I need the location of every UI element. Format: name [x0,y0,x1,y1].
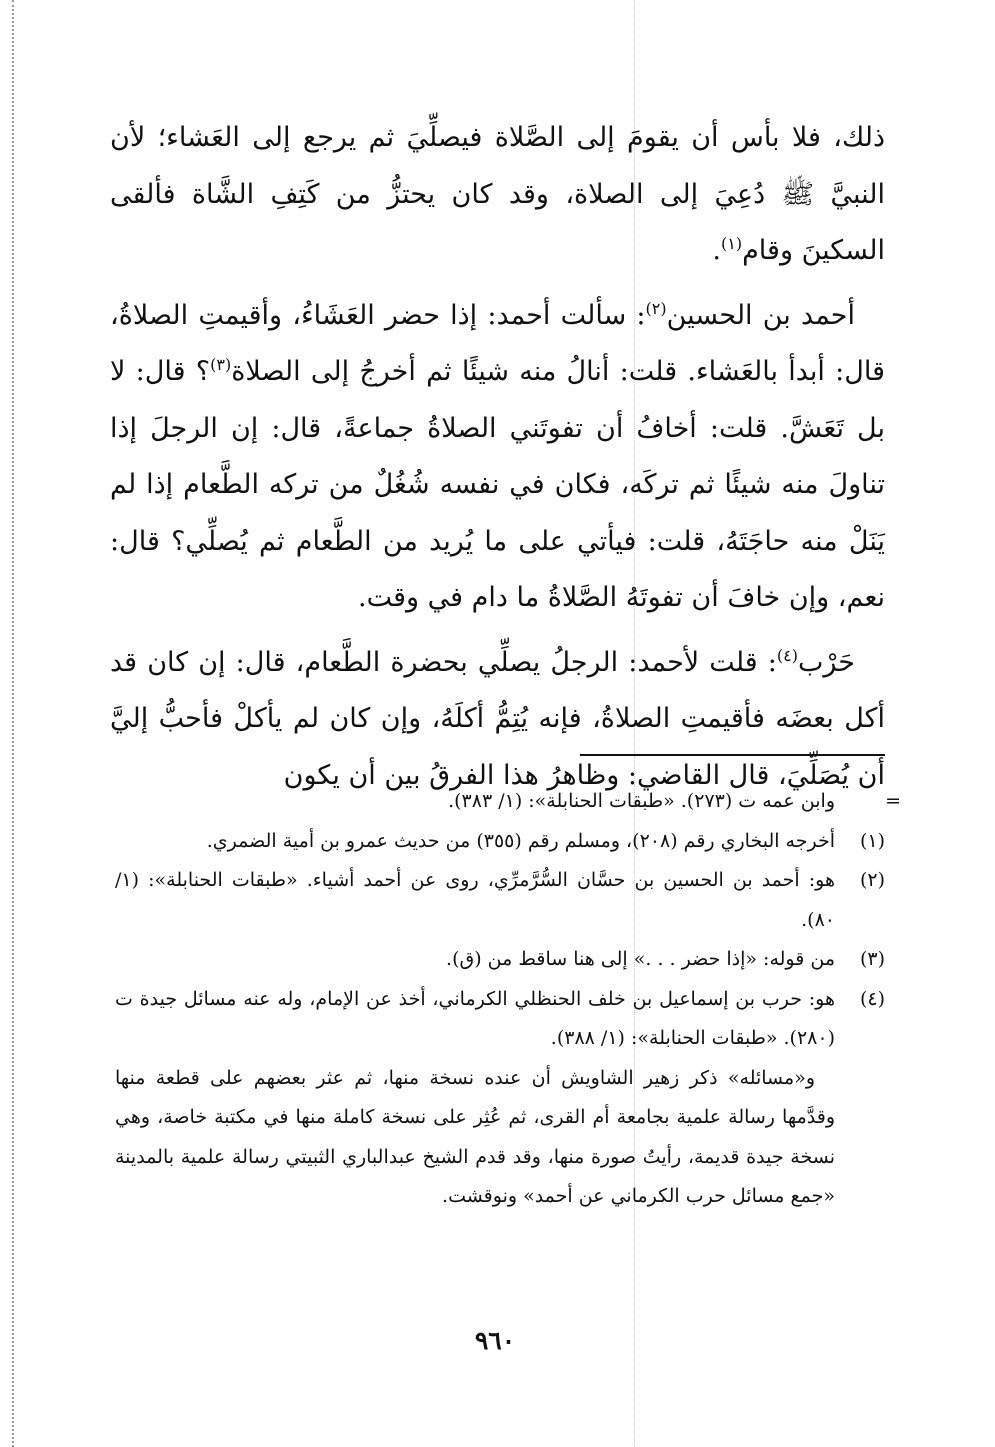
continuation-marker: = [885,790,901,812]
footnote-number: (٢) [859,869,885,891]
main-text [110,110,885,804]
footnote-number: (١) [859,829,885,852]
footnote-item: (٤) هو: حرب بن إسماعيل بن خلف الحنظلي الكرماني، أخذ عن الإمام، وله عنه مسائل جيدة ت (٢٨٠). «طبقات الحنابلة»: (١/ ٣٨٨). [115,980,885,1059]
footnote-separator [580,754,885,756]
main-paragraph: ذلك، فلا بأس أن يقومَ إلى الصَّلاة فيصلِّيَ ثم يرجع إلى العَشاء؛ لأن النبيَّ ﷺ دُعِيَ إلى الصلاة، وقد كان يحتزُّ من كَتِفِ الشَّاة فألقى السكينَ وقام$^{(١)}$. [110,122,885,266]
scan-margin-dots [12,0,14,1447]
footnote-item: (٣) من قوله: «إذا حضر . . .» إلى هنا ساقط من (ق). [115,940,885,980]
footnote-ref[interactable]: (٤) [776,645,798,665]
footnote-continuation: = وابن عمه ت (٢٧٣). «طبقات الحنابلة»: (١/ ٣٨٣). [115,782,885,822]
footnote-number: (٣) [859,948,885,970]
footnotes [115,782,901,1217]
main-paragraph: أحمد بن الحسين$^{(٢)}$: سألت أحمد: إذا حضر العَشَاءُ، وأقيمتِ الصلاةُ، قال: أبدأ بالعَشاء. قلت: أنالُ منه شيئًا ثم أخرجُ إلى الصلاة$^{(٣)}$؟ قال: لا بل تَعَشَّ. قلت: أخافُ أن تفوتَني الصلاةُ جماعةً، قال: إن الرجلَ إذا تناولَ منه شيئًا ثم تركَه، فكان في نفسه شُغُلٌ من تركه الطَّعام إذا لم يَنَلْ منه حاجَتَهُ، قلت: فيأتي على ما يُريد من الطَّعام ثم يُصلِّي؟ قال: نعم، وإن خافَ أن تفوتَهُ الصَّلاةُ ما دام في وقت. [110,298,886,613]
footnote-item: (٢) هو: أحمد بن الحسين بن حسَّان السُّرَّمرِّي، روى عن أحمد أشياء. «طبقات الحنابلة»: (١/ ٨٠). [115,861,885,940]
page-number: ٩٦٠ [474,1326,516,1355]
footnote-number: (٤) [859,987,885,1010]
footnote-ref[interactable]: (٢) [645,298,667,318]
footnote-item: (١) أخرجه البخاري رقم (٢٠٨)، ومسلم رقم (٣٥٥) من حديث عمرو بن أمية الضمري. [115,822,885,862]
footnote-ref[interactable]: (٣) [210,355,232,374]
footnote-ref[interactable]: (١) [721,234,743,253]
footnote-paragraph: و«مسائله» ذكر زهير الشاويش أن عنده نسخة منها، ثم عثر بعضهم على قطعة منها وقدَّمها رسالة علمية بجامعة أم القرى، ثم عُثِر على نسخة كاملة منها في مكتبة خاصة، وهي نسخة جيدة قديمة، رأيتُ صورة منها، وقد قدم الشيخ عبدالباري الثبيتي رسالة علمية بالمدينة «جمع مسائل حرب الكرماني عن أحمد» ونوقشت. [115,1066,835,1207]
main-paragraph: حَرْب$^{(٤)}$: قلت لأحمد: الرجلُ يصلِّي بحضرة الطَّعام، قال: إن كان قد أكل بعضَه فأقيمتِ الصلاةُ، فإنه يُتِمُّ أكلَهُ، وإن كان لم يأكلْ فأحبُّ إليَّ أن يُصَلِّيَ، قال القاضي: وظاهرُ هذا الفرقُ بين أن يكون [110,645,885,791]
